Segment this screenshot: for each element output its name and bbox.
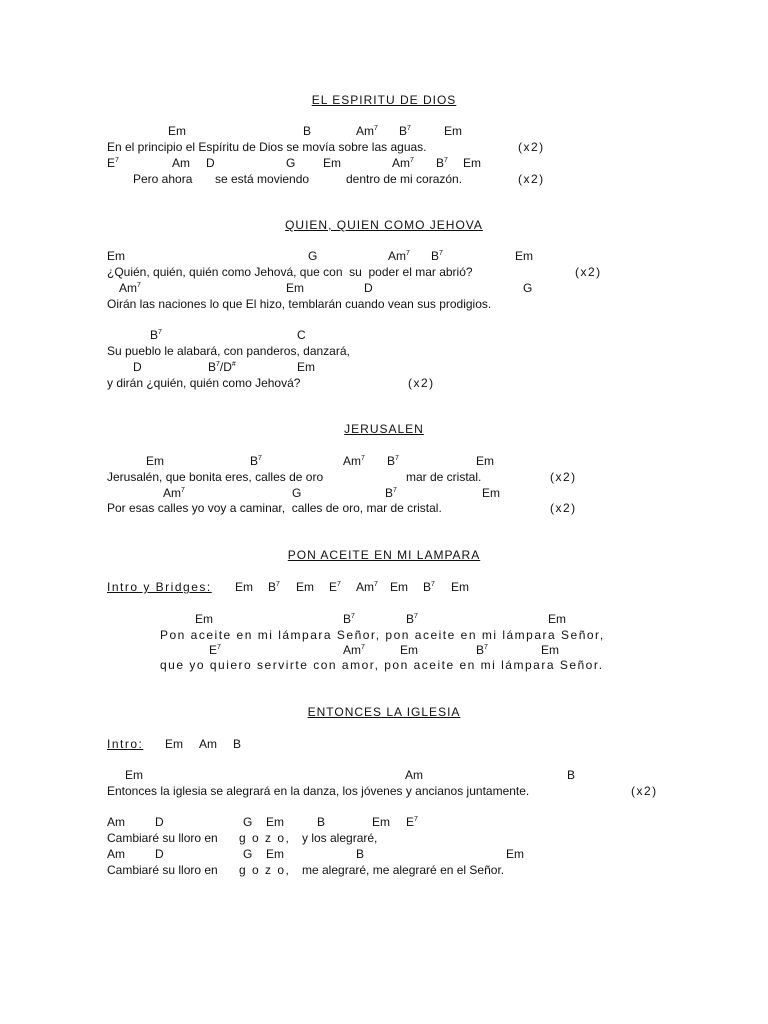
- chord: B: [567, 768, 576, 782]
- chord: Am: [172, 156, 190, 170]
- lyric-line: [0, 501, 577, 543]
- lyric-text: mar de cristal.: [406, 470, 482, 484]
- chord: $E^7$: [209, 643, 221, 657]
- chord: $B^7$: [431, 249, 443, 263]
- chord: Em: [297, 360, 315, 374]
- chord: Am: [107, 847, 125, 861]
- chord: $B^7$: [250, 454, 262, 468]
- chord: $E^7$: [107, 156, 119, 170]
- chord: Em: [372, 815, 390, 829]
- chord: Am$^7$: [392, 156, 414, 170]
- chord: Am$^7$: [119, 281, 141, 295]
- chord: D: [133, 360, 142, 374]
- repeat-marker: (x2): [518, 172, 545, 186]
- chord: $B^7$: [406, 612, 418, 626]
- repeat-marker: (x2): [518, 140, 545, 154]
- chord: C: [297, 328, 306, 342]
- chord: Em: [168, 124, 186, 138]
- chord: Em: [548, 612, 566, 626]
- chord: $B^7$: [150, 328, 162, 342]
- chord: D: [155, 847, 164, 861]
- chord: Em: [125, 768, 143, 782]
- lyric-text: g o z o,: [239, 863, 291, 877]
- chord: Em: [107, 249, 125, 263]
- chord: Em: [463, 156, 481, 170]
- lyric-text: ¿Quién, quién, quién como Jehová, que con su poder el mar abrió?: [107, 265, 473, 279]
- chord: $B^7$: [423, 580, 435, 594]
- chord: Em: [390, 580, 408, 594]
- lyric-text: Por esas calles yo voy a caminar, calles de oro, mar de cristal.: [107, 501, 442, 515]
- repeat-marker: (x2): [631, 784, 658, 798]
- lyric-text: y los alegraré,: [302, 831, 378, 845]
- chord: $E^7$: [329, 580, 341, 594]
- repeat-marker: (x2): [408, 376, 435, 390]
- lyric-text: se está moviendo: [215, 172, 310, 186]
- chord: Em: [482, 486, 500, 500]
- repeat-marker: (x2): [550, 501, 577, 515]
- chord: Em: [506, 847, 524, 861]
- lyric-text: Jerusalén, que bonita eres, calles de oro: [107, 470, 324, 484]
- lyric-text: y dirán ¿quién, quién como Jehová?: [107, 376, 301, 390]
- chord: $B^7$: [476, 643, 488, 657]
- chord: Em: [515, 249, 533, 263]
- chord: $B^7$: [268, 580, 280, 594]
- lyric-text: Cambiaré su lloro en: [107, 863, 218, 877]
- chord: Em: [235, 580, 253, 594]
- intro-label: Intro y Bridges:: [107, 580, 212, 594]
- chord: B: [356, 847, 365, 861]
- chord: B: [317, 815, 326, 829]
- chord: B: [233, 737, 242, 751]
- chord: G: [243, 815, 253, 829]
- chord: Em: [266, 815, 284, 829]
- chord: Am$^7$: [163, 486, 185, 500]
- lyric-text: Pero ahora: [133, 172, 193, 186]
- lyric-text: g o z o,: [239, 831, 291, 845]
- lyric-text: En el principio el Espíritu de Dios se movía sobre las aguas.: [107, 140, 427, 154]
- chord: Em: [195, 612, 213, 626]
- chord: Em: [266, 847, 284, 861]
- chord: Am$^7$: [388, 249, 410, 263]
- chord: $B^7$: [385, 486, 397, 500]
- chord: Em: [400, 643, 418, 657]
- chord: $B^7$: [387, 454, 399, 468]
- chord: G: [286, 156, 296, 170]
- lyric-text: dentro de mi corazón.: [346, 172, 463, 186]
- lyric-text: que yo quiero servirte con amor, pon aceite en mi lámpara Señor.: [160, 658, 604, 672]
- chord: Am: [107, 815, 125, 829]
- lyric-text: Su pueblo le alabará, con panderos, danzará,: [107, 344, 350, 358]
- lyric-line: [0, 297, 492, 325]
- chord: Am$^7$: [356, 580, 378, 594]
- chord: B: [303, 124, 312, 138]
- repeat-marker: (x2): [550, 470, 577, 484]
- chord: Am$^7$: [343, 454, 365, 468]
- chord: $B^7/D^{\#}$: [208, 360, 236, 374]
- song-title: PON ACEITE EN MI LAMPARA: [287, 548, 481, 562]
- chord: Em: [541, 643, 559, 657]
- chord: Am$^7$: [356, 124, 378, 138]
- chord: Em: [146, 454, 164, 468]
- lyric-line: [0, 376, 435, 418]
- lyric-line: [0, 863, 505, 919]
- chord: Em: [451, 580, 469, 594]
- chord: Em: [286, 281, 304, 295]
- chord: D: [155, 815, 164, 829]
- chord: Am: [199, 737, 217, 751]
- chord: $B^7$: [343, 612, 355, 626]
- chord: Em: [476, 454, 494, 468]
- lyric-text: Pon aceite en mi lámpara Señor, pon aceite en mi lámpara Señor,: [160, 628, 605, 642]
- chord: G: [243, 847, 253, 861]
- chord: D: [206, 156, 215, 170]
- chord: G: [292, 486, 302, 500]
- lyric-text: Entonces la iglesia se alegrará en la danza, los jóvenes y ancianos juntamente.: [107, 784, 530, 798]
- song-title: QUIEN, QUIEN COMO JEHOVA: [285, 218, 483, 232]
- chord: Am: [405, 768, 423, 782]
- chord: D: [364, 281, 373, 295]
- chord: G: [308, 249, 318, 263]
- chord: $E^7$: [406, 815, 418, 829]
- chord: G: [523, 281, 533, 295]
- chord: $B^7$: [399, 124, 411, 138]
- repeat-marker: (x2): [575, 265, 602, 279]
- song-title: EL ESPIRITU DE DIOS: [311, 93, 457, 107]
- song-title: JERUSALEN: [344, 422, 424, 436]
- lyric-text: me alegraré, me alegraré en el Señor.: [302, 863, 505, 877]
- intro-label: Intro:: [107, 737, 144, 751]
- song-title: ENTONCES LA IGLESIA: [307, 705, 461, 719]
- lyric-line: [0, 658, 604, 686]
- lyric-text: Cambiaré su lloro en: [107, 831, 218, 845]
- chord: Em: [165, 737, 183, 751]
- chord: Em: [444, 124, 462, 138]
- chord: Am$^7$: [343, 643, 365, 657]
- lyric-text: Oirán las naciones lo que El hizo, temblarán cuando vean sus prodigios.: [107, 297, 492, 311]
- chord: Em: [296, 580, 314, 594]
- chord: Em: [323, 156, 341, 170]
- chord: $B^7$: [436, 156, 448, 170]
